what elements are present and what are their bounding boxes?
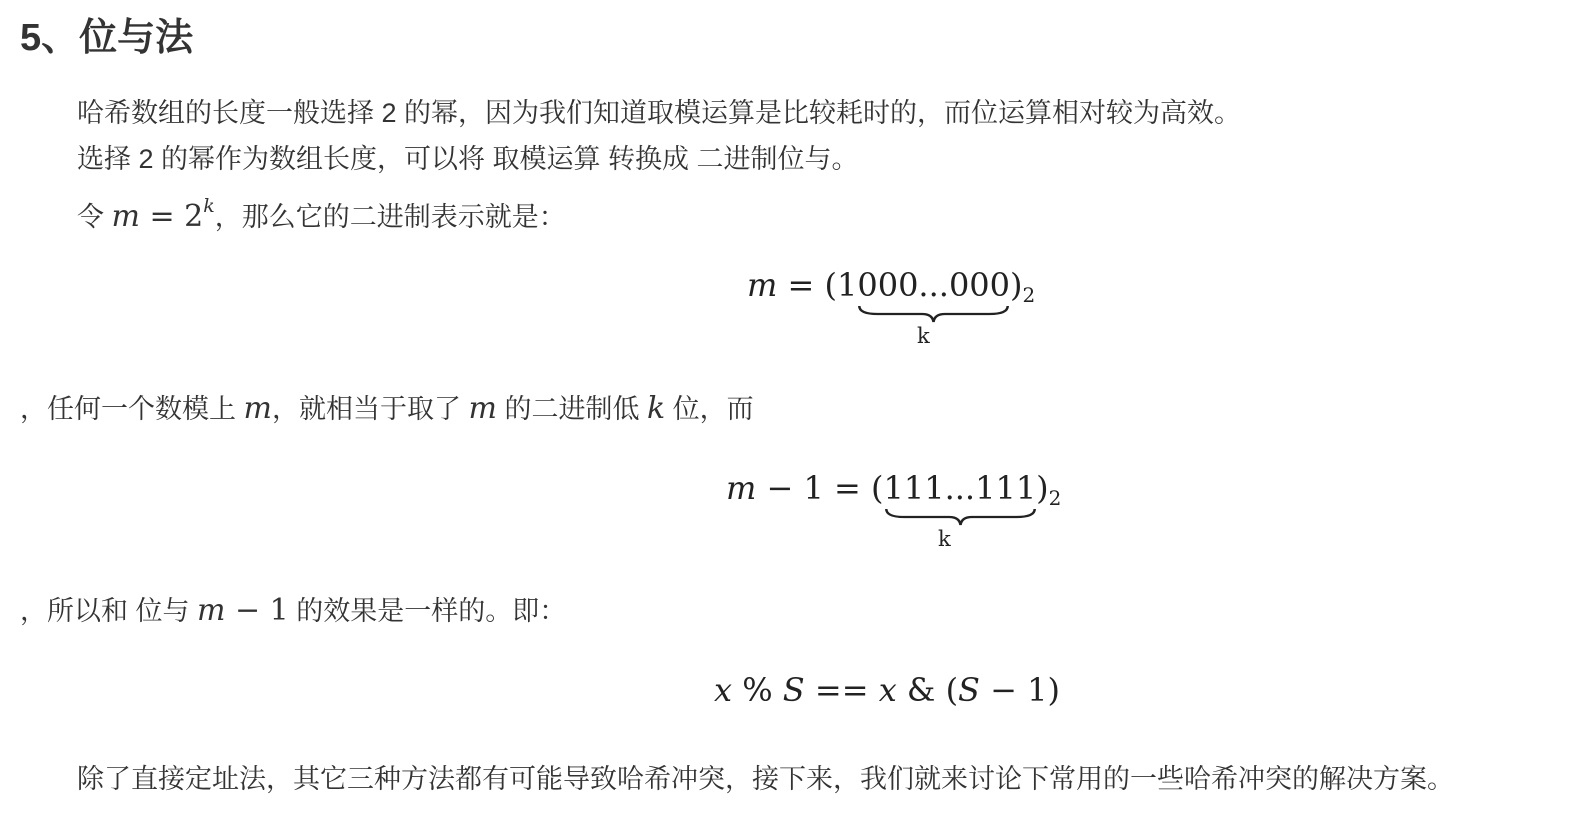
section-heading: 5、位与法: [20, 17, 194, 59]
text-fragment: 令: [77, 202, 112, 232]
underbrace-shape: [884, 507, 1037, 527]
math-equals-two: = 2: [139, 199, 204, 234]
brace-label-k: k: [917, 324, 930, 348]
math-equals-open: = (1: [777, 266, 858, 304]
math-subscript-base: 2: [1048, 486, 1062, 510]
brace-label-k: k: [938, 527, 951, 551]
math-subscript-base: 2: [1022, 283, 1036, 307]
math-var-m: m: [726, 469, 757, 507]
braced-digits: 000...000: [857, 266, 1011, 304]
math-ampersand-open: & (: [896, 671, 959, 709]
math-var-k: k: [646, 391, 666, 426]
braced-digits: 111...111: [883, 469, 1037, 507]
math-exponent-k: k: [203, 195, 215, 217]
math-double-equals: ==: [804, 671, 879, 709]
text-fragment: ，就相当于取了: [271, 394, 469, 424]
text-fragment: ，任何一个数模上: [20, 394, 244, 424]
math-close-paren: ): [1010, 266, 1023, 304]
math-minus-one: − 1: [225, 593, 289, 628]
math-var-S: S: [782, 671, 805, 709]
formula-m-binary: [747, 266, 1035, 307]
paragraph-line-2: 选择 2 的幂作为数组长度，可以将 取模运算 转换成 二进制位与。: [77, 144, 859, 174]
text-fragment: ，那么它的二进制表示就是：: [214, 202, 566, 232]
math-var-x: x: [714, 671, 733, 709]
paragraph-line-1: 哈希数组的长度一般选择 2 的幂，因为我们知道取模运算是比较耗时的，而位运算相对较为高效。: [77, 98, 1242, 128]
underbraced-digits: [884, 469, 1037, 507]
text-fragment: ，所以和 位与: [20, 596, 198, 626]
math-var-m: m: [243, 391, 272, 426]
math-var-m: m: [197, 593, 226, 628]
text-fragment: 的二进制低: [496, 394, 647, 424]
text-fragment: 位，而: [665, 394, 754, 424]
math-minus-one-close: − 1): [979, 671, 1060, 709]
underbrace-shape: [857, 304, 1010, 324]
math-minus-one-equals: − 1 = (: [756, 469, 884, 507]
paragraph-equivalence: [20, 591, 566, 631]
text-fragment: 的效果是一样的。即：: [288, 596, 567, 626]
math-var-S: S: [958, 671, 980, 709]
math-var-x: x: [878, 671, 897, 709]
math-close-paren: ): [1036, 469, 1049, 507]
math-percent: %: [732, 671, 783, 709]
formula-mod-equals-and: [714, 671, 1060, 709]
underbraced-digits: [857, 266, 1010, 304]
math-var-m: m: [468, 391, 497, 426]
math-var-m: m: [747, 266, 778, 304]
math-var-m: m: [111, 199, 140, 234]
paragraph-modulo: [20, 389, 754, 429]
formula-m-minus-one-binary: [726, 469, 1061, 510]
paragraph-conclusion: 除了直接定址法，其它三种方法都有可能导致哈希冲突，接下来，我们就来讨论下常用的一些哈希冲突的解决方案。: [77, 764, 1454, 794]
paragraph-line-3: [77, 186, 566, 237]
